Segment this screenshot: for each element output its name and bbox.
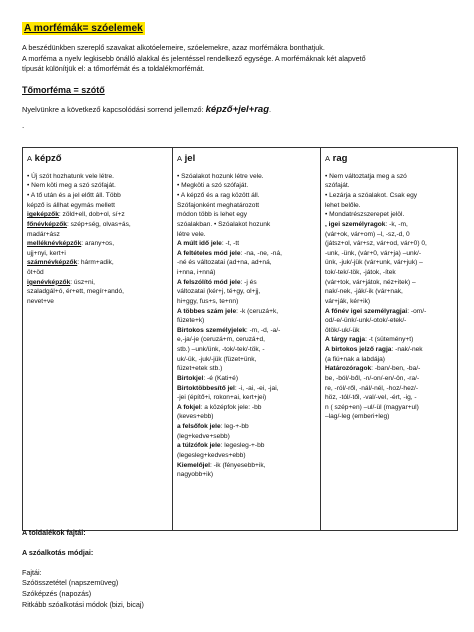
kepzo-lines [27,172,169,307]
header-word: rag [332,153,348,164]
table-line: A múlt idő jele: -t, -tt [177,240,240,248]
table-line: A felszólító mód jele: -j és [177,278,257,286]
table-line: –lag/-leg (emberi+leg) [325,413,390,421]
table-line: a túlzófok jele: legesleg-+-bb [177,442,265,450]
table-line: lehet belőle. [325,201,361,209]
intro-paragraph [22,43,458,74]
toldalekok-heading: A toldalékok fajtái: [22,528,86,537]
table-line: szaladgál+ó, ér+ett, megír+andó, [27,288,124,296]
column-rag [321,148,458,531]
table-line: tok/-tek/-tök, -játok, -ítek [325,269,396,277]
list-item: Szóösszetétel (napszemüveg) [22,578,119,588]
fajtai-label: Fajtái: [22,567,42,577]
table-line: melléknévképzők: arany+os, [27,240,115,248]
intro-line: A morféma a nyelv legkisebb önálló alakkal és jelentéssel rendelkező egysége. A morfémáknak két alapvető [22,53,366,63]
column-kepzo [23,148,173,531]
table-line: ünk, -juk/-jük (vár+unk, vár+juk) – [325,259,423,267]
list-item: Szóképzés (napozás) [22,589,92,599]
table-line: • Nem köti meg a szó szófaját. [27,182,116,190]
table-line: madár+ász [27,230,60,238]
table-line: n ( szép+en) –ul/-ül (magyar+ul) [325,403,419,411]
column-header-rag [325,152,454,166]
table-line: A feltételes mód jele: -na, -ne, -ná, [177,249,282,257]
jel-lines [177,172,317,480]
intro-line: típusát különítjük el: a tőmorfémát és a toldalékmorfémát. [22,64,205,74]
table-line: képző is állhat egymás mellett [27,201,115,209]
table-line: füzet+etek stb.) [177,365,223,373]
table-line: A birtokos jelző ragja: -nak/-nek [325,346,423,354]
bottom-section [22,528,458,611]
table-line: , igei személyragok: -k, -m, [325,220,408,228]
table-line: (leg+kedve+sebb) [177,432,230,440]
table-line: • Szóalakot hozunk létre vele. [177,172,264,180]
table-line: füzete+k) [177,317,205,325]
table-line: szófaját. [325,182,350,190]
header-article: A [27,154,33,163]
table-line: • Mondatrészszerepet jelöl. [325,211,405,219]
table-line: uk/-ük, -juk/-jük (füzet+ünk, [177,355,257,363]
table-line: stb.) –unk/ünk, -tok/-tek/-tök, - [177,346,265,354]
table-line: od/-e/-ünk/-unk/-otok/-etek/- [325,317,407,325]
table-line: • Lezárja a szóalakot. Csak egy [325,192,418,200]
column-header-jel [177,152,317,166]
table-line: létre vele. [177,230,206,238]
section-subtitle: Tőmorféma = szótő [22,84,105,95]
table-line: (játsz+ol, vár+sz, vár+od, vár+0) 0, [325,240,427,248]
table-line: (a fiú+nak a labdája) [325,355,385,363]
sequence-end: . [269,105,272,115]
table-line: • A képző és a rag között áll. [177,192,260,200]
document-page [22,22,458,131]
header-word: képző [34,153,62,164]
sequence-sentence [22,104,458,116]
table-line: igeképzők: zöld+ell, dob+ol, sí+z [27,211,125,219]
table-line: -né és változatai (ad+na, ad+ná, [177,259,272,267]
sequence-text: Nyelvünkre a következő kapcsolódási sorrend jellemző: [22,105,204,115]
table-line: nak/-nek, -ják/-ik (vár+nak, [325,288,403,296]
table-line: • Új szót hozhatunk vele létre. [27,172,114,180]
intro-line: A beszédünkben szereplő szavakat alkotóelemeire, szóelemekre, azaz morfémákra bonthatjuk. [22,43,325,53]
table-line: (keves+ebb) [177,413,214,421]
table-line: -jei (építő+i, rokon+ai, kert+jei) [177,394,267,402]
table-line: a felsőfok jele: leg-+-bb [177,423,249,431]
table-line: igenévképzők: úsz+ni, [27,278,95,286]
table-line: (legesleg+kedves+ebb) [177,451,246,459]
table-line: -unk, -ünk, (vár+0, vár+ja) –unk/- [325,249,422,257]
column-header-kepzo [27,152,169,166]
table-line: hi+ggy, fus+s, te+nn) [177,297,239,305]
table-line: • Nem változtatja meg a szó [325,172,407,180]
page-title: A morfémák= szóelemek [24,23,143,34]
stray-dot: . [22,120,25,130]
table-line: A többes szám jele: -k (ceruzá+k, [177,307,279,315]
table-line: A főnév igei személyragjai: -om/- [325,307,427,315]
table-line: i+nna, i+nná) [177,269,216,277]
table-line: főnévképzők: szép+ség, olvas+ás, [27,220,131,228]
rag-lines [325,172,454,422]
table-line: be, -ból/-ből, -n/-on/-en/-ön, -ra/- [325,374,420,382]
table-line: módon több is lehet egy [177,211,248,219]
table-line: ötök/-uk/-ük [325,326,360,334]
table-line: Birtokos személyjelek: -m, -d, -a/- [177,326,281,334]
table-line: Szófajonként meghatározott [177,201,260,209]
table-line: e,-ja/-je (ceruzá+m, ceruzá+d, [177,336,265,344]
column-jel [173,148,321,531]
table-line: A tárgy ragja: -t (sütemény+t) [325,336,414,344]
table-line: változatai (kér+j, té+gy, ol+jj, [177,288,261,296]
table-line: Birtoktöbbesítő jel: -i, -ai, -ei, -jai, [177,384,279,392]
table-line: nevet+ve [27,297,54,305]
table-line: Birtokjel: -é (Kati+é) [177,374,239,382]
table-line: szóalakban. • Szóalakot hozunk [177,220,271,228]
table-line: vár+ják, kér+ik) [325,297,371,305]
szoalkotas-heading: A szóalkotás módjai: [22,547,94,557]
table-line: Kiemelőjel: -ik (fényesebb+ik, [177,461,266,469]
sequence-formula: képző+jel+rag [205,104,270,116]
table-line: ujj+nyi, kert+i [27,249,66,257]
list-item: Ritkább szóalkotási módok (bizi, bicaj) [22,599,144,609]
table-line: Határozóragok: -ban/-ben, -ba/- [325,365,421,373]
table-line: öt+öd [27,269,44,277]
header-article: A [325,154,331,163]
header-word: jel [184,153,196,164]
table-line: • A tő után és a jel előtt áll. Több [27,192,121,200]
table-line: höz, -tól/-től, -val/-vel, -ért, -ig, - [325,394,417,402]
morpheme-table [22,147,458,531]
table-line: re, -ról/-ről, -nál/-nél, -hoz/-hez/- [325,384,419,392]
table-line: (vár+tok, vár+játok, néz+itek) – [325,278,416,286]
table-line: • Megköti a szó szófaját. [177,182,249,190]
header-article: A [177,154,183,163]
table-line: nagyobb+ik) [177,471,214,479]
table-line: A fokjel: a középfok jele: -bb [177,403,262,411]
table-line: (vár+ok, vár+om) –l, -sz,-d, 0 [325,230,410,238]
table-line: számnévképzők: hárm+adik, [27,259,114,267]
